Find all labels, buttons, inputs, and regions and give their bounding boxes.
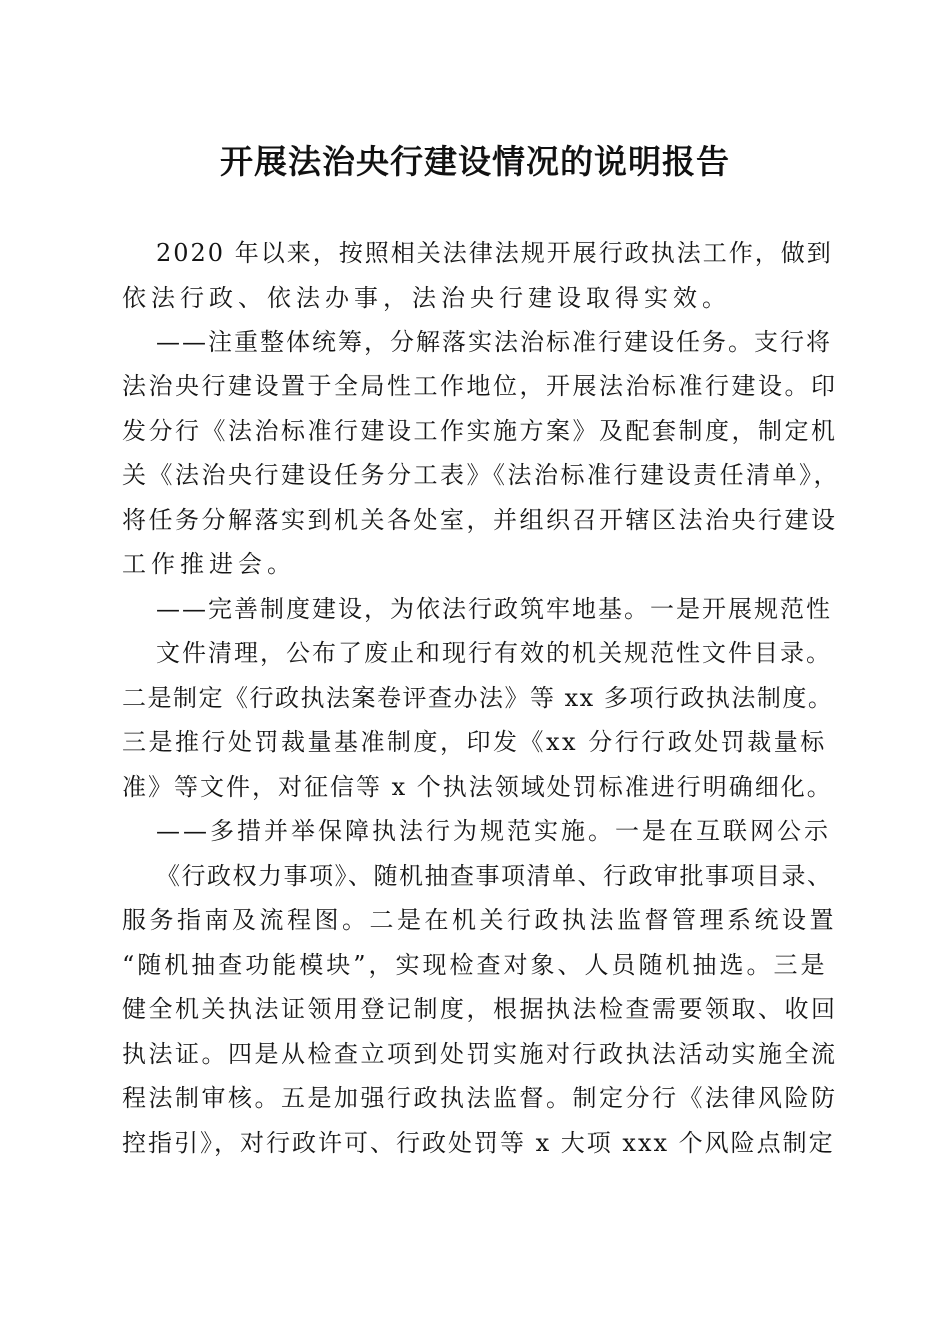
body-line-15: 《行政权力事项》、随机抽查事项清单、行政审批事项目录、 <box>156 862 833 890</box>
body-line-10: 文件清理，公布了废止和现行有效的机关规范性文件目录。 <box>156 639 832 667</box>
body-line-6: 关《法治央行建设任务分工表》《法治标准行建设责任清单》， <box>122 461 840 489</box>
body-line-14: ——多措并举保障执法行为规范实施。一是在互联网公示 <box>156 817 831 845</box>
body-line-20: 程法制审核。五是加强行政执法监督。制定分行《法律风险防 <box>122 1084 838 1112</box>
body-line-11: 二是制定《行政执法案卷评查办法》等 xx 多项行政执法制度。 <box>122 684 834 712</box>
body-line-19: 执法证。四是从检查立项到处罚实施对行政执法活动实施全流 <box>122 1040 838 1068</box>
document-title: 开展法治央行建设情况的说明报告 <box>220 142 730 181</box>
body-line-4: 法治央行建设置于全局性工作地位，开展法治标准行建设。印 <box>122 372 838 400</box>
body-line-18: 健全机关执法证领用登记制度，根据执法检查需要领取、收回 <box>122 995 838 1023</box>
body-line-1: 2020 年以来，按照相关法律法规开展行政执法工作，做到 <box>156 239 833 267</box>
body-line-13: 准》等文件，对征信等 x 个执法领域处罚标准进行明确细化。 <box>122 773 833 801</box>
body-line-3: ——注重整体统筹，分解落实法治标准行建设任务。支行将 <box>156 328 832 356</box>
body-line-16: 服务指南及流程图。二是在机关行政执法监督管理系统设置 <box>122 906 837 934</box>
body-line-9: ——完善制度建设，为依法行政筑牢地基。一是开展规范性 <box>156 595 832 623</box>
body-line-17: “随机抽查功能模块”，实现检查对象、人员随机抽选。三是 <box>122 951 828 979</box>
body-line-8: 工作推进会。 <box>122 550 296 578</box>
body-line-7: 将任务分解落实到机关各处室，并组织召开辖区法治央行建设 <box>122 506 838 534</box>
body-line-2: 依法行政、依法办事，法治央行建设取得实效。 <box>122 284 731 312</box>
body-line-5: 发分行《法治标准行建设工作实施方案》及配套制度，制定机 <box>122 417 838 445</box>
body-line-12: 三是推行处罚裁量基准制度，印发《xx 分行行政处罚裁量标 <box>122 728 827 756</box>
body-line-21: 控指引》，对行政许可、行政处罚等 x 大项 xxx 个风险点制定 <box>122 1129 835 1157</box>
